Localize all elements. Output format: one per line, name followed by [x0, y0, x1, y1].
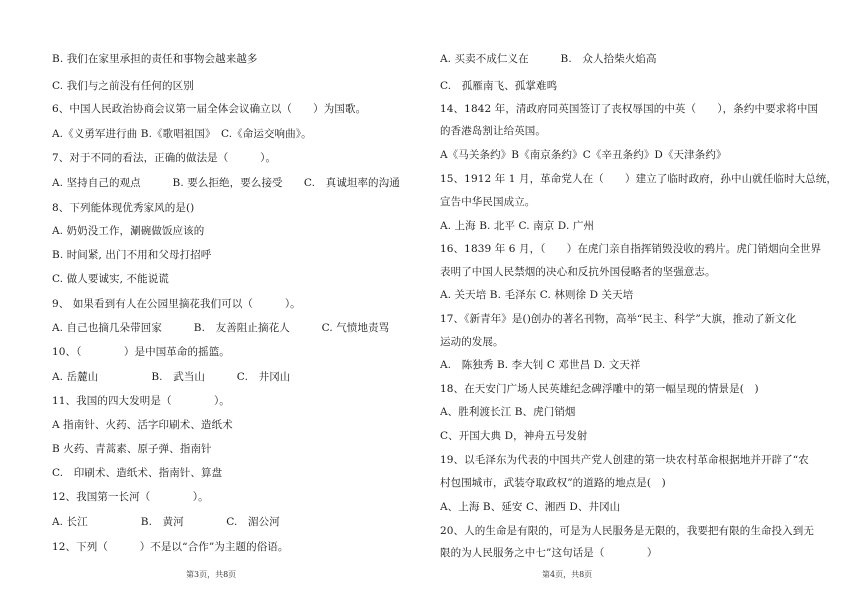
right-line: C. 孤雁南飞、孤掌难鸣	[440, 80, 558, 92]
right-line: 20、人的生命是有限的，可是为人民服务是无限的，我要把有限的生命投入到无	[440, 525, 814, 537]
left-line: 6、中国人民政治协商会议第一届全体会议确立以（ ）为国歌。	[52, 103, 367, 115]
left-line: 8、下列能体现优秀家风的是()	[52, 202, 195, 214]
left-line: 9、 如果看到有人在公园里摘花我们可以（ ）。	[52, 298, 301, 310]
right-line: C、开国大典 D，神舟五号发射	[440, 430, 588, 442]
left-line: A.《义勇军进行曲 B.《歌唱祖国》 C.《命运交响曲》。	[52, 128, 312, 140]
right-line: 表明了中国人民禁烟的决心和反抗外国侵略者的坚强意志。	[440, 266, 716, 278]
left-line: A. 长江 B. 黄河 C. 湄公河	[52, 516, 280, 528]
right-line: A. 关天培 B. 毛泽东 C. 林则徐 D 关天培	[440, 289, 634, 301]
left-line: A. 坚持自己的观点 B. 要么拒绝，要么接受 C. 真诚坦率的沟通	[52, 177, 400, 189]
left-page-footer: 第3页，共8页	[186, 570, 237, 579]
left-line: B 火药、青蒿素、原子弹、指南针	[52, 443, 212, 455]
right-line: A、胜利渡长江 B、虎门销烟	[440, 406, 576, 418]
left-line: A. 岳麓山 B. 武当山 C. 井冈山	[52, 371, 291, 383]
right-line: 宣告中华民国成立。	[440, 196, 536, 208]
right-line: A. 上海 B. 北平 C. 南京 D. 广州	[440, 220, 595, 232]
right-line: A. 买卖不成仁义在 B. 众人拾柴火焰高	[440, 53, 657, 65]
left-line: B. 我们在家里承担的责任和事物会越来越多	[52, 53, 258, 65]
right-line: 14、1842 年，清政府同英国签订了丧权辱国的中英（ ），条约中要求将中国	[440, 103, 819, 115]
right-line: 村包围城市，武装夺取政权”的道路的地点是( )	[440, 477, 666, 489]
right-line: 19、以毛泽东为代表的中国共产党人创建的第一块农村革命根据地并开辟了“农	[440, 454, 809, 466]
left-line: 10、（ ）是中国革命的摇篮。	[52, 346, 230, 358]
left-line: 11、我国的四大发明是（ ）。	[52, 395, 230, 407]
left-line: C. 我们与之前没有任何的区别	[52, 80, 194, 92]
right-page-footer: 第4页，共8页	[542, 570, 593, 579]
right-line: 15、1912 年 1 月，革命党人在（ ）建立了临时政府，孙中山就任临时大总统，	[440, 173, 837, 185]
right-line: 17、《新青年》是()创办的著名刊物，高举“民主、科学”大旗，推动了新文化	[440, 313, 797, 325]
left-line: C. 做人要诚实, 不能说谎	[52, 273, 169, 285]
right-line: 运动的发展。	[440, 336, 504, 348]
left-line: A 指南针、火药、活字印刷术、造纸术	[52, 419, 233, 431]
left-line: C. 印刷术、造纸术、指南针、算盘	[52, 467, 223, 479]
left-line: 12、下列（ ）不是以“合作”为主题的俗语。	[52, 541, 289, 553]
right-line: 16、1839 年 6 月，（ ）在虎门亲自指挥销毁没收的鸦片。虎门销烟向全世界	[440, 243, 822, 255]
right-line: A《马关条约》B《南京条约》C《辛丑条约》D《天津条约》	[440, 149, 727, 161]
left-line: 7、对于不同的看法，正确的做法是（ ）。	[52, 152, 277, 164]
left-line: A. 奶奶没工作，涮碗做饭应该的	[52, 225, 205, 237]
left-line: B. 时间紧, 出门不用和父母打招呼	[52, 249, 212, 261]
left-line: 12、我国第一长河（ ）。	[52, 491, 209, 503]
left-line: A. 自己也摘几朵带回家 B. 友善阻止摘花人 C. 气愤地责骂	[52, 322, 390, 334]
right-line: 的香港岛割让给英国。	[440, 125, 546, 137]
right-line: 18、在天安门广场人民英雄纪念碑浮雕中的第一幅呈现的情景是( )	[440, 383, 759, 395]
right-line: A、上海 B、延安 C、湘西 D、井冈山	[440, 501, 621, 513]
right-line: 限的为人民服务之中七”这句话是（ ）	[440, 547, 658, 559]
right-line: A. 陈独秀 B. 李大钊 C 邓世昌 D. 文天祥	[440, 359, 641, 371]
